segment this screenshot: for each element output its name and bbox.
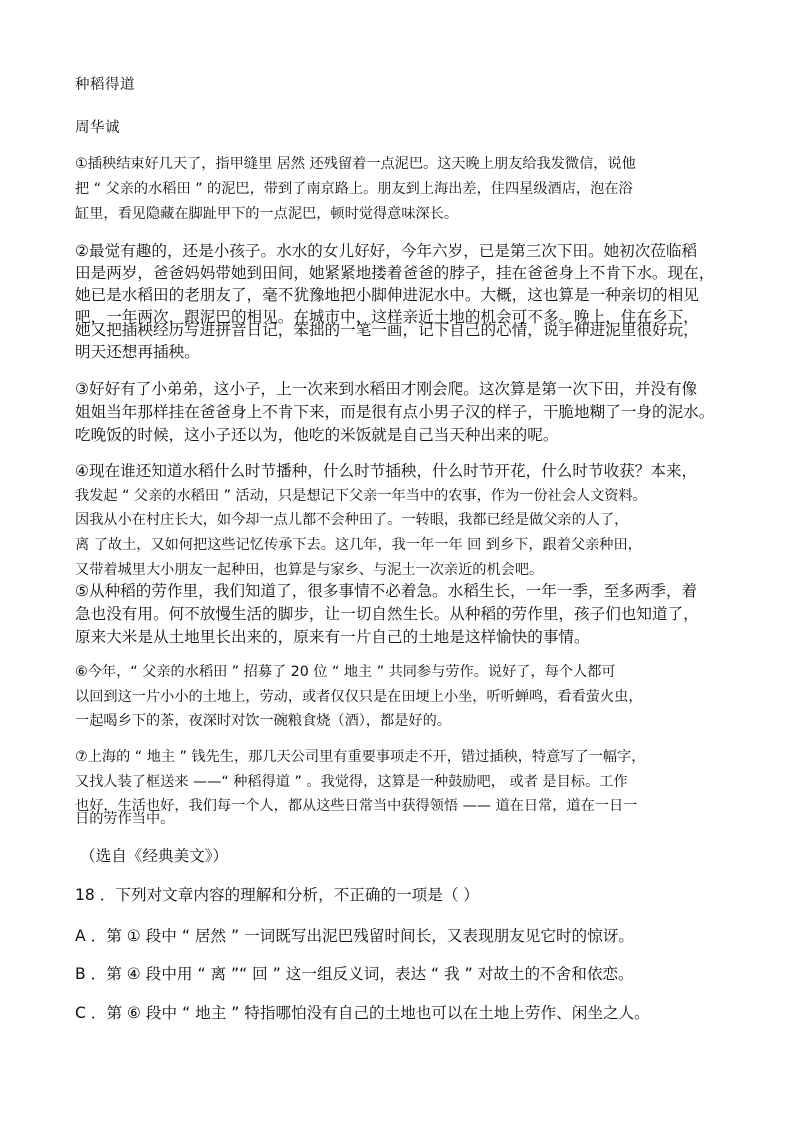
paragraph-line: 又带着城里大小朋友一起种田，也算是与家乡、与泥土一次亲近的机会吧。 [75,562,544,578]
paragraph-line: ②最觉有趣的，还是小孩子。水水的女儿好好，今年六岁，已是第三次下田。她初次莅临稻 [75,242,698,260]
paragraph-line: 原来大米是从土地里长出来的，原来有一片自己的土地是这样愉快的事情。 [75,628,590,646]
paragraph-line: 她又把插秧经历写进拼音日记，笨拙的一笔一画，记下自己的心情，说手伸进泥里很好玩， [75,321,699,339]
paragraph-line: 姐姐当年那样挂在爸爸身上不肯下来，而是很有点小男子汉的样子，干脆地糊了一身的泥水。 [75,403,715,421]
paragraph-line: 日的劳作当中。 [75,811,175,827]
article-author: 周华诚 [75,120,120,136]
paragraph-line: 缸里，看见隐藏在脚趾甲下的一点泥巴，顿时觉得意味深长。 [75,206,459,222]
paragraph-line: ⑦上海的 “ 地主 ” 钱先生，那几天公司里有重要事项走不开，错过插秧，特意写了一幅字， [75,749,646,765]
paragraph-line: 一起喝乡下的茶，夜深时对饮一碗粮食烧（酒），都是好的。 [75,713,451,729]
paragraph-line: ③好好有了小弟弟，这小子，上一次来到水稻田才刚会爬。这次算是第一次下田，并没有像 [75,380,698,398]
paragraph-line: 也好，生活也好，我们每一个人，都从这些日常当中获得领悟 —— 道在日常，道在一日一 [75,798,638,814]
paragraph-line: 离 了故土，又如何把这些记忆传承下去。这几年，我一年一年 回 到乡下，跟着父亲种田， [75,537,642,553]
paragraph-line: 田是两岁，爸爸妈妈带她到田间，她紧紧地搂着爸爸的脖子，挂在爸爸身上不肯下水。现在， [75,264,715,282]
source-note: （选自《经典美文》） [80,847,229,865]
paragraph-line: 她已是水稻田的老朋友了，毫不犹豫地把小脚伸进泥水中。大概，这也算是一种亲切的相见 [75,286,699,304]
paragraph-line: ⑤从种稻的劳作里，我们知道了，很多事情不必着急。水稻生长，一年一季，至多两季，着 [75,582,698,600]
paragraph-line: 急也没有用。何不放慢生活的脚步，让一切自然生长。从种稻的劳作里，孩子们也知道了， [75,605,699,623]
paragraph-line: 吧，一年两次，跟泥巴的相见。在城市中，这样亲近土地的机会可不多。晚上，住在乡下， [75,308,699,326]
paragraph-line: 我发起 “ 父亲的水稻田 ” 活动，只是想记下父亲一年当中的农事，作为一份社会人文资料。 [75,488,647,504]
paragraph-line: 因我从小在村庄长大，如今却一点儿都不会种田了。一转眼，我都已经是做父亲的人了， [75,512,629,528]
option-b: B ．第 ④ 段中用 “ 离 ”“ 回 ” 这一组反义词，表达 “ 我 ” 对故土的不舍和依恋。 [75,965,634,983]
article-title: 种稻得道 [75,77,135,93]
paragraph-line: 又找人装了框送来 ——“ 种稻得道 ” 。我觉得，这算是一种鼓励吧， 或者 是目标。工作 [75,774,628,790]
paragraph-line: ⑥今年，“ 父亲的水稻田 ” 招募了 20 位 “ 地主 ” 共同参与劳作。说好了，每个人都可 [75,664,616,680]
option-c: C ．第 ⑥ 段中 “ 地主 ” 特指哪怕没有自己的土地也可以在土地上劳作、闲坐之人。 [75,1004,650,1022]
paragraph-line: 明天还想再插秧。 [75,343,200,361]
paragraph-line: 吃晚饭的时候，这小子还以为，他吃的米饭就是自己当天种出来的呢。 [75,426,559,444]
paragraph-line: ①插秧结束好几天了，指甲缝里 居然 还残留着一点泥巴。这天晚上朋友给我发微信，说他 [75,156,636,172]
paragraph-line: 以回到这一片小小的土地上，劳动，或者仅仅只是在田埂上小坐，听听蝉鸣，看看萤火虫， [75,689,643,705]
paragraph-line: 把 “ 父亲的水稻田 ” 的泥巴，带到了南京路上。朋友到上海出差，住四星级酒店，泡在浴 [75,181,633,197]
option-a: A ．第 ① 段中 “ 居然 ” 一词既写出泥巴残留时间长，又表现朋友见它时的惊讶。 [75,927,634,945]
question-stem: 18 ．下列对文章内容的理解和分析，不正确的一项是（ ） [75,886,480,904]
paragraph-line: ④现在谁还知道水稻什么时节播种，什么时节插秧，什么时节开花，什么时节收获？本来， [75,462,698,480]
